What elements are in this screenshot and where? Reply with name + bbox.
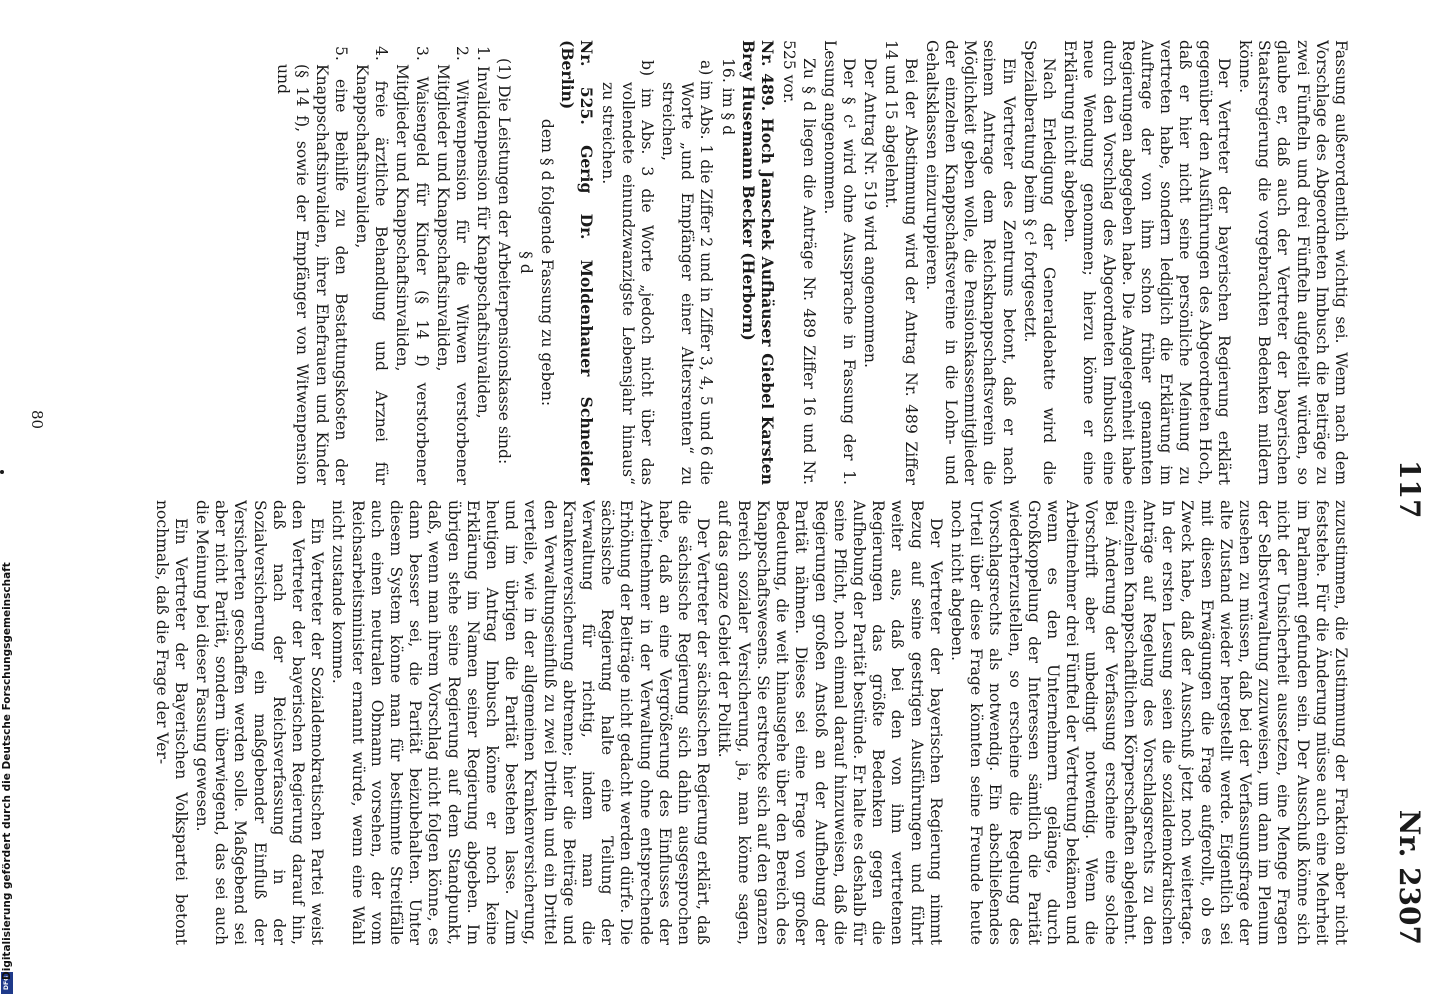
list-item: 2. Witwenpension für die Witwen verstorbener Mitglieder und Knappschaftsinvaliden, <box>433 46 472 485</box>
paragraph: zuzustimmen, die Zustimmung der Fraktion aber nicht feststehe. Für die Änderung müsse auch eine Mehrheit im Parlament gefunden sein. Der Ausschuß könne sich nicht der Unsicherheit aussetzen, eine Menge Fragen der Selbstverwaltung zuzuweisen, um dann im Plenum zusehen zu müssen, daß bei der Verfassungsfrage der alte Zustand wieder hergestellt werde. Eigentlich sei mit diesen Erwägungen die Frage aufgerollt, ob es Zweck habe, daß der Ausschuß jetzt noch weitertage. In der ersten Lesung seien die sozialdemokratischen Anträge auf Regelung des Vorschlagsrechts zu den einzelnen Knappschaftlichen Körperschaften abgelehnt. Bei Änderung der Verfassung erscheine eine solche Vorschrift aber unbedingt notwendig. Wenn die Arbeitnehmer drei Fünftel der Vertretung bekämen und wenn es den Unternehmern gelänge, durch Großkoppelung der Interessen sämtlich die Parität wiederherzustellen, so erscheine die Regelung des Vorschlagsrechts als notwendig. Ein abschließendes Urteil über diese Frage könnten seine Freunde heute noch nicht abgeben. <box>947 500 1350 945</box>
page-header <box>1366 40 1426 945</box>
page-footer-number: 80 <box>28 410 46 430</box>
paragraph: Nach Erledigung der Generaldebatte wird die Spezialberatung beim § c¹ fortgesetzt. <box>1020 40 1058 485</box>
page-number: 117 <box>1393 460 1426 519</box>
list-item: 3. Waisengeld für Kinder (§ 14 f) verstorbener Mitglieder und Knappschaftsinvaliden, <box>393 46 431 485</box>
paragraph: Der Antrag Nr. 519 wird angenommen. <box>861 58 880 368</box>
motion-heading: Nr. 525. Gerig Dr. Moldenhauer Schneider (Berlin) <box>558 40 597 485</box>
list-item: 1. Invalidenpension für Knappschaftsinvaliden, <box>474 46 493 419</box>
paragraph: Bei der Abstimmung wird der Antrag Nr. 489 Ziffer 14 und 15 abgelehnt. <box>882 40 920 485</box>
dfg-logo: DFG <box>1 972 13 994</box>
paragraph: Fassung außerordentlich wichtig sei. Wenn nach dem Vorschlage des Abgeordneten Imbusch die Beiträge zu zwei Fünfteln und drei Fünfteln aufgeteilt würden, so glaube er, daß auch der Vertreter der bayerischen Staatsregierung die vorgebrachten Bedenken mildern könne. <box>1235 40 1350 485</box>
paragraph: Der Vertreter der sächsischen Regierung erklärt, daß die sächsische Regierung sich dahin ausgesprochen habe, daß an eine Vergrößerung des Einflusses der Arbeitnehmer in der Verwaltung ohne entsprechende Erhöhung der Beiträge nicht gedacht werden dürfe. Die sächsische Regierung halte eine Teilung der Verwaltung für richtig, indem man die Krankenversicherung abtrenne; hier die Beiträge und den Verwaltungseinfluß zu zwei Dritteln und ein Drittel verteile, wie in der allgemeinen Krankenversicherung, und im übrigen die Parität bestehen lasse. Zum heutigen Antrag Imbusch könne er noch keine Erklärung im Namen seiner Regierung abgeben. Im übrigen stehe seine Regierung auf dem Standpunkt, daß, wenn man ihrem Vorschlag nicht folgen könne, es dann besser sei, die Parität beizubehalten. Unter diesem System könne man für bestimmte Streitfälle auch einen neutralen Obmann vorsehen, der vom Reichsarbeitsminister ernannt würde, wenn eine Wahl nicht zustande komme. <box>329 500 713 945</box>
paragraph: Der Vertreter der bayerischen Regierung erklärt gegenüber den Ausführungen des Abgeordneten Hoch, daß er hier nicht seine persönliche Meinung zu vertreten habe, sondern lediglich die Erklärung im Auftrage der von ihm schon früher genannten Regierungen abgegeben habe. Die Angelegenheit habe durch den Vorschlag des Abgeordneten Imbusch eine neue Wendung genommen; hierzu könne er eine Erklärung nicht abgeben. <box>1061 40 1233 485</box>
paragraph: Ein Vertreter der Bayerischen Volkspartei betont nochmals, daß die Frage der Ver- <box>152 500 190 945</box>
document-number: Nr. 2307 <box>1393 809 1426 945</box>
paragraph: 16. im § d <box>718 58 737 136</box>
paragraph: Der Vertreter der bayerischen Regierung nimmt Bezug auf seine gestrigen Ausführungen und führt weiter aus, daß bei den von ihm vertretenen Regierungen das größte Bedenken gegen die Aufhebung der Parität bestünde. Er halte es deshalb für seine Pflicht, noch einmal darauf hinzuweisen, daß die Regierungen großen Anstoß an der Aufhebung der Parität nähmen. Dieses sei eine Frage von großer Bedeutung, die weit hinausgehe über den Bereich des Knappschaftswesens. Sie erstrecke sich auf den ganzen Bereich sozialer Versicherung, ja, man könne sagen, auf das ganze Gebiet der Politik. <box>715 500 945 945</box>
page-dot <box>0 470 4 474</box>
section-mark: § d <box>516 251 535 274</box>
paragraph: (1) Die Leistungen der Arbeiterpensionskasse sind: <box>495 58 514 465</box>
list-item: 5. eine Beihilfe zu den Bestattungskosten der Knappschaftsinvaliden, ihrer Ehefrauen und Kinder (§ 14 f), sowie der Empfänger von Witwenpension und <box>274 46 350 485</box>
digitization-credit: Digitalisierung gefördert durch die Deutsche Forschungsgemeinschaft <box>1 562 13 980</box>
paragraph: Zu § d liegen die Anträge Nr. 489 Ziffer 16 und Nr. 525 vor. <box>780 40 818 485</box>
list-item: a) im Abs. 1 die Ziffer 2 und in Ziffer 3, 4, 5 und 6 die Worte „und Empfänger einer Altersrenten“ zu streichen, <box>659 60 716 485</box>
right-column <box>50 500 1350 945</box>
paragraph: dem § d folgende Fassung zu geben: <box>537 118 556 407</box>
list-item: 4. freie ärztliche Behandlung und Arznei für Knappschaftsinvaliden, <box>353 46 391 485</box>
paragraph: Ein Vertreter der Sozialdemokratischen Partei weist den Vertreter der bayerischen Regierung darauf hin, daß nach der Reichsverfassung in der Sozialversicherung ein maßgebender Einfluß der Versicherten geschaffen werden solle. Maßgebend sei aber nicht Parität, sondern überwiegend, das sei auch die Meinung bei dieser Fassung gewesen. <box>193 500 327 945</box>
paragraph: Der § c¹ wird ohne Aussprache in Fassung der 1. Lesung angenommen. <box>820 40 858 485</box>
list-item: b) im Abs. 3 die Worte „jedoch nicht über das vollendete einundzwanzigste Lebensjahr hinaus“ zu streichen. <box>599 60 656 485</box>
motion-heading: Nr. 489. Hoch Janschek Aufhäuser Giebel Karsten Brey Husemann Becker (Herborn) <box>738 40 778 485</box>
paragraph: Ein Vertreter des Zentrums betont, daß er nach seinem Antrage dem Reichsknappschaftsverein die Möglichkeit geben wolle, die Pensionskassenmitglieder der einzelnen Knappschaftsvereine in die Lohn- und Gehaltsklassen einzuruppieren. <box>922 40 1018 485</box>
left-column <box>50 40 1350 485</box>
